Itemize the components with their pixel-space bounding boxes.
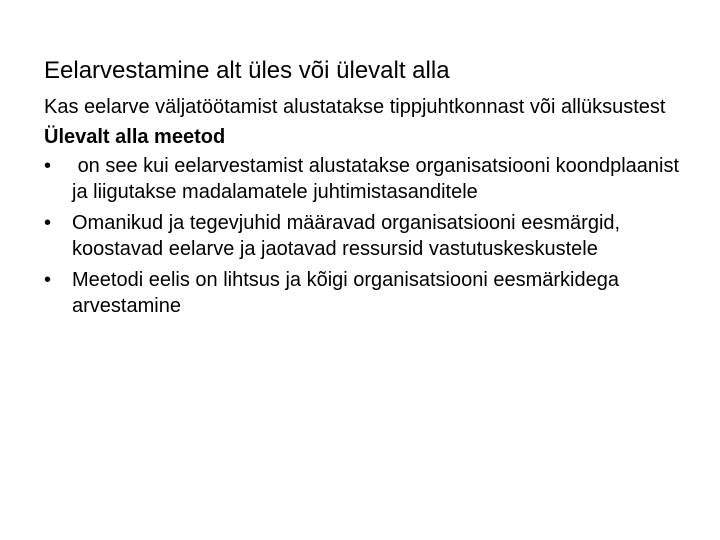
- intro-text: Kas eelarve väljatöötamist alustatakse tippjuhtkonnast või allüksustest: [44, 96, 666, 118]
- bullet-text: Meetodi eelis on lihtsus ja kõigi organisatsiooni eesmärkidega arvestamine: [72, 269, 619, 317]
- bullet-text: Omanikud ja tegevjuhid määravad organisatsiooni eesmärgid, koostavad eelarve ja jaotavad ressursid vastutuskeskustele: [72, 212, 621, 260]
- bullet-text: on see kui eelarvestamist alustatakse organisatsiooni koondplaanist ja liigutakse madalamatele juhtimistasanditele: [72, 155, 685, 203]
- slide-body: [44, 94, 694, 324]
- bullet-icon: •: [44, 269, 52, 291]
- bullet-list: [44, 153, 694, 319]
- bullet-item: [44, 267, 694, 319]
- bullet-icon: •: [44, 155, 52, 177]
- slide-title: Eelarvestamine alt üles või ülevalt alla: [44, 57, 450, 84]
- bullet-icon: •: [44, 212, 52, 234]
- section-heading: Ülevalt alla meetod: [44, 126, 226, 148]
- bullet-item: [44, 153, 694, 205]
- bullet-item: [44, 210, 694, 262]
